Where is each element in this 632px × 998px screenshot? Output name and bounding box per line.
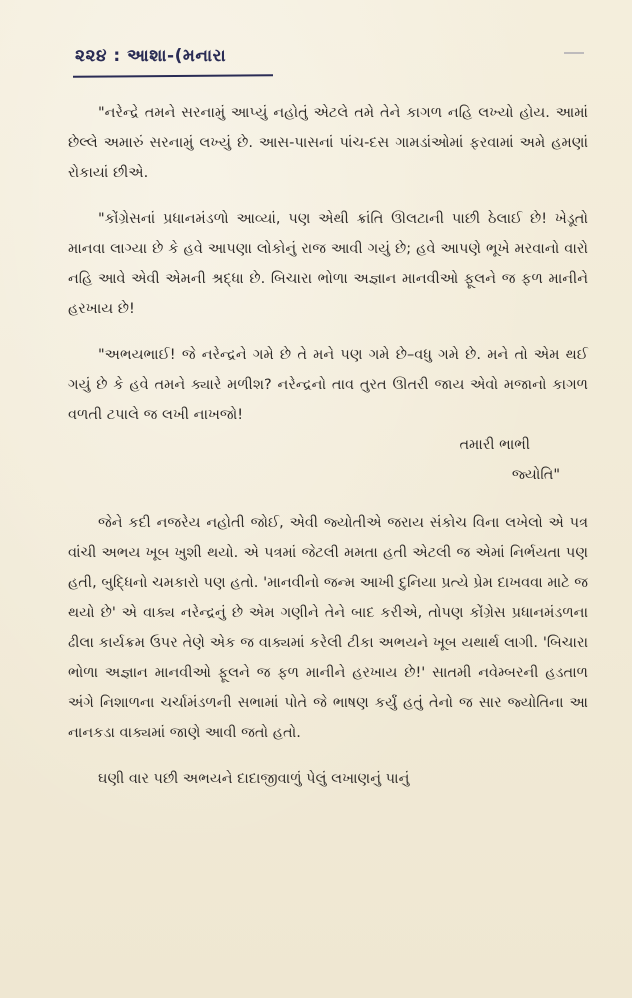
- running-header: ૨૨૪ : આશા-(મનારા: [75, 46, 227, 66]
- narrative-paragraph-2: ઘણી વાર પછી અભયને દાદાજીવાળું પેલું લખાણનું પાનું: [98, 771, 410, 787]
- page-body: [68, 98, 588, 810]
- narrative-paragraph-1: જેને કદી નજરેય નહોતી જોઈ, એવી જ્યોતીએ જરાય સંકોચ વિના લખેલો એ પત્ર વાંચી અભય ખૂબ ખુશી થયો. એ પત્રમાં જેટલી મમતા હતી એટલી જ એમાં નિર્ભયતા પણ હતી, બુદ્ધિનો ચમકારો પણ હતો. 'માનવીનો જન્મ આખી દુનિયા પ્રત્યે પ્રેમ દાખવવા માટે જ થયો છે' એ વાક્ય નરેન્દ્રનું છે એમ ગણીને તેને બાદ કરીએ, તોપણ કોંગ્રેસ પ્રધાનમંડળના ઢીલા કાર્યક્રમ ઉપર તેણે એક જ વાક્યમાં કરેલી ટીકા અભયને ખૂબ યથાર્થ લાગી. 'બિચારા ભોળા અજ્ઞાન માનવીઓ ફૂલને જ ફળ માનીને હરખાય છે!' સાતમી નવેમ્બરની હડતાળ અંગે નિશાળના ચર્ચામંડળની સભામાં પોતે જે ભાષણ કર્યું હતું તેનો જ સાર જ્યોતિના આ નાનકડા વાક્યમાં જાણે આવી જતો હતો.: [68, 515, 588, 741]
- header-underline: [73, 74, 273, 77]
- signature-name: જ્યોતિ": [511, 467, 560, 483]
- letter-paragraph-3: "અભયભાઈ! જે નરેન્દ્રને ગમે છે તે મને પણ ગમે છે–વધુ ગમે છે. મને તો એમ થઈ ગયું છે કે હવે તમને ક્યારે મળીશ? નરેન્દ્રનો તાવ તુરત ઊતરી જાય એવો મજાનો કાગળ વળતી ટપાલે જ લખી નાખજો!: [68, 347, 588, 423]
- signature-closing: તમારી ભાભી: [459, 437, 530, 453]
- letter-paragraph-2: "કોંગ્રેસનાં પ્રધાનમંડળો આવ્યાં, પણ એથી ક્રાંતિ ઊલટાની પાછી ઠેલાઈ છે! ખેડૂતો માનવા લાગ્યા છે કે હવે આપણા લોકોનું રાજ આવી ગયું છે; હવે આપણે ભૂખે મરવાનો વારો નહિ આવે એવી એમની શ્રદ્ધા છે. બિચારા ભોળા અજ્ઞાન માનવીઓ ફૂલને જ ફળ માનીને હરખાય છે!: [68, 211, 588, 317]
- letter-paragraph-1: "નરેન્દ્રે તમને સરનામું આપ્યું નહોતું એટલે તમે તેને કાગળ નહિ લખ્યો હોય. આમાં છેલ્લે અમારું સરનામું લખ્યું છે. આસ-પાસનાં પાંચ-દસ ગામડાંઓમાં ફરવામાં અમે હમણાં રોકાયાં છીએ.: [68, 105, 588, 181]
- letter-signature: [68, 430, 588, 490]
- page-mark: [564, 52, 584, 62]
